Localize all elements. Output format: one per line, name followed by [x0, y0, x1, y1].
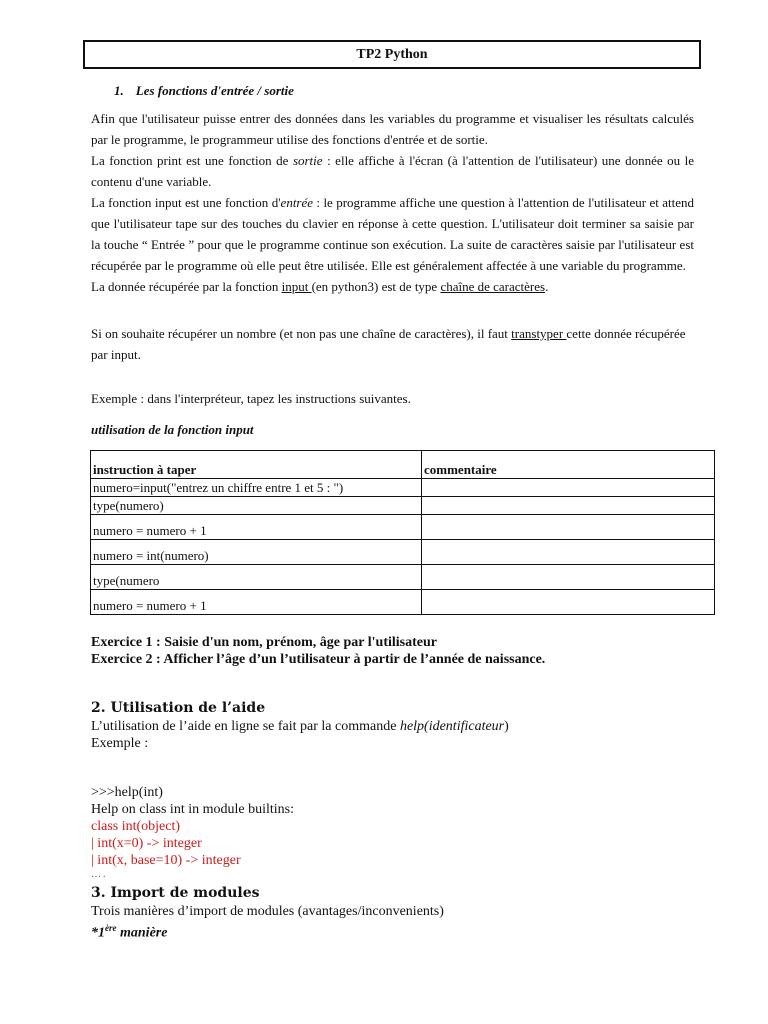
- table-cell: [422, 497, 715, 515]
- table-row: [91, 479, 715, 497]
- table-cell: type(numero: [91, 565, 422, 590]
- help-example-label: Exemple :: [91, 736, 149, 751]
- table-cell: [422, 515, 715, 540]
- paragraph-print: La fonction print est une fonction de sortie : elle affiche à l'écran (à l'attention de l'utilisateur) une donnée ou le contenu d'une variable.: [91, 153, 695, 189]
- transtyper-link[interactable]: transtyper: [511, 326, 567, 341]
- help-command: >>>help(int): [91, 785, 163, 800]
- section-1-heading: [114, 83, 294, 99]
- table-cell: [422, 540, 715, 565]
- table-cell: [422, 479, 715, 497]
- table-row: [91, 590, 715, 615]
- table-row: [91, 515, 715, 540]
- table-row: [91, 540, 715, 565]
- table-caption: utilisation de la fonction input: [91, 422, 254, 437]
- help-output-line-1: | int(x=0) -> integer: [91, 836, 202, 851]
- document-title: TP2 Python: [83, 40, 701, 69]
- table-header-comment: commentaire: [422, 451, 715, 479]
- paragraph-input: La fonction input est une fonction d'entrée : le programme affiche une question à l'attention de l'utilisateur et attend que l'utilisateur tape sur des touches du clavier en réponse à cette question. L'utilisateur doit terminer sa saisie par la touche “ Entrée ” pour que le programme continue son exécution. La suite de caractères saisie par l'utilisateur est récupérée par le programme où elle peut être utilisée. Elle est généralement affectée à une variable du programme.: [91, 195, 694, 273]
- first-manner: *1ère manière: [91, 923, 168, 941]
- table-row: [91, 565, 715, 590]
- string-link[interactable]: chaîne de caractères: [440, 279, 546, 294]
- help-intro: L’utilisation de l’aide en ligne se fait par la commande help(identificateur): [91, 719, 509, 734]
- paragraph-cast: Si on souhaite récupérer un nombre (et non pas une chaîne de caractères), il faut transtyper cette donnée récupérée par input.: [91, 326, 686, 362]
- section-3-heading: 3. Import de modules: [91, 885, 260, 901]
- help-output-class: class int(object): [91, 819, 181, 834]
- example-intro: Exemple : dans l'interpréteur, tapez les instructions suivantes.: [91, 391, 411, 406]
- table-header-row: [91, 451, 715, 479]
- input-table: [90, 450, 715, 615]
- exercise-1: Exercice 1 : Saisie d'un nom, prénom, âge par l'utilisateur: [91, 635, 437, 650]
- import-intro: Trois manières d’import de modules (avantages/inconvenients): [91, 904, 444, 919]
- help-output-line-2: | int(x, base=10) -> integer: [91, 853, 241, 868]
- table-cell: [422, 565, 715, 590]
- help-output-header: Help on class int in module builtins:: [91, 802, 294, 817]
- section-1-number: 1.: [114, 83, 124, 98]
- table-cell: numero = numero + 1: [91, 590, 422, 615]
- help-output-ellipsis: ….: [91, 869, 108, 880]
- input-link[interactable]: input: [281, 279, 312, 294]
- section-1-title: Les fonctions d'entrée / sortie: [135, 83, 294, 98]
- paragraph-intro: Afin que l'utilisateur puisse entrer des données dans les variables du programme et visualiser les résultats calculés par le programme, le programmeur utilise des fonctions d'entrée et de sortie.: [91, 111, 694, 147]
- table-cell: numero = int(numero): [91, 540, 422, 565]
- paragraph-type: La donnée récupérée par la fonction input (en python3) est de type chaîne de caractères.: [91, 279, 549, 294]
- section-1-body: [91, 108, 694, 297]
- table-cell: type(numero): [91, 497, 422, 515]
- section-2-heading: 2. Utilisation de l’aide: [91, 700, 266, 716]
- table-cell: numero = numero + 1: [91, 515, 422, 540]
- table-cell: [422, 590, 715, 615]
- table-header-instruction: instruction à taper: [91, 451, 422, 479]
- table-row: [91, 497, 715, 515]
- exercise-2: Exercice 2 : Afficher l’âge d’un l’utilisateur à partir de l’année de naissance.: [91, 652, 546, 667]
- table-cell: numero=input("entrez un chiffre entre 1 et 5 : "): [91, 479, 422, 497]
